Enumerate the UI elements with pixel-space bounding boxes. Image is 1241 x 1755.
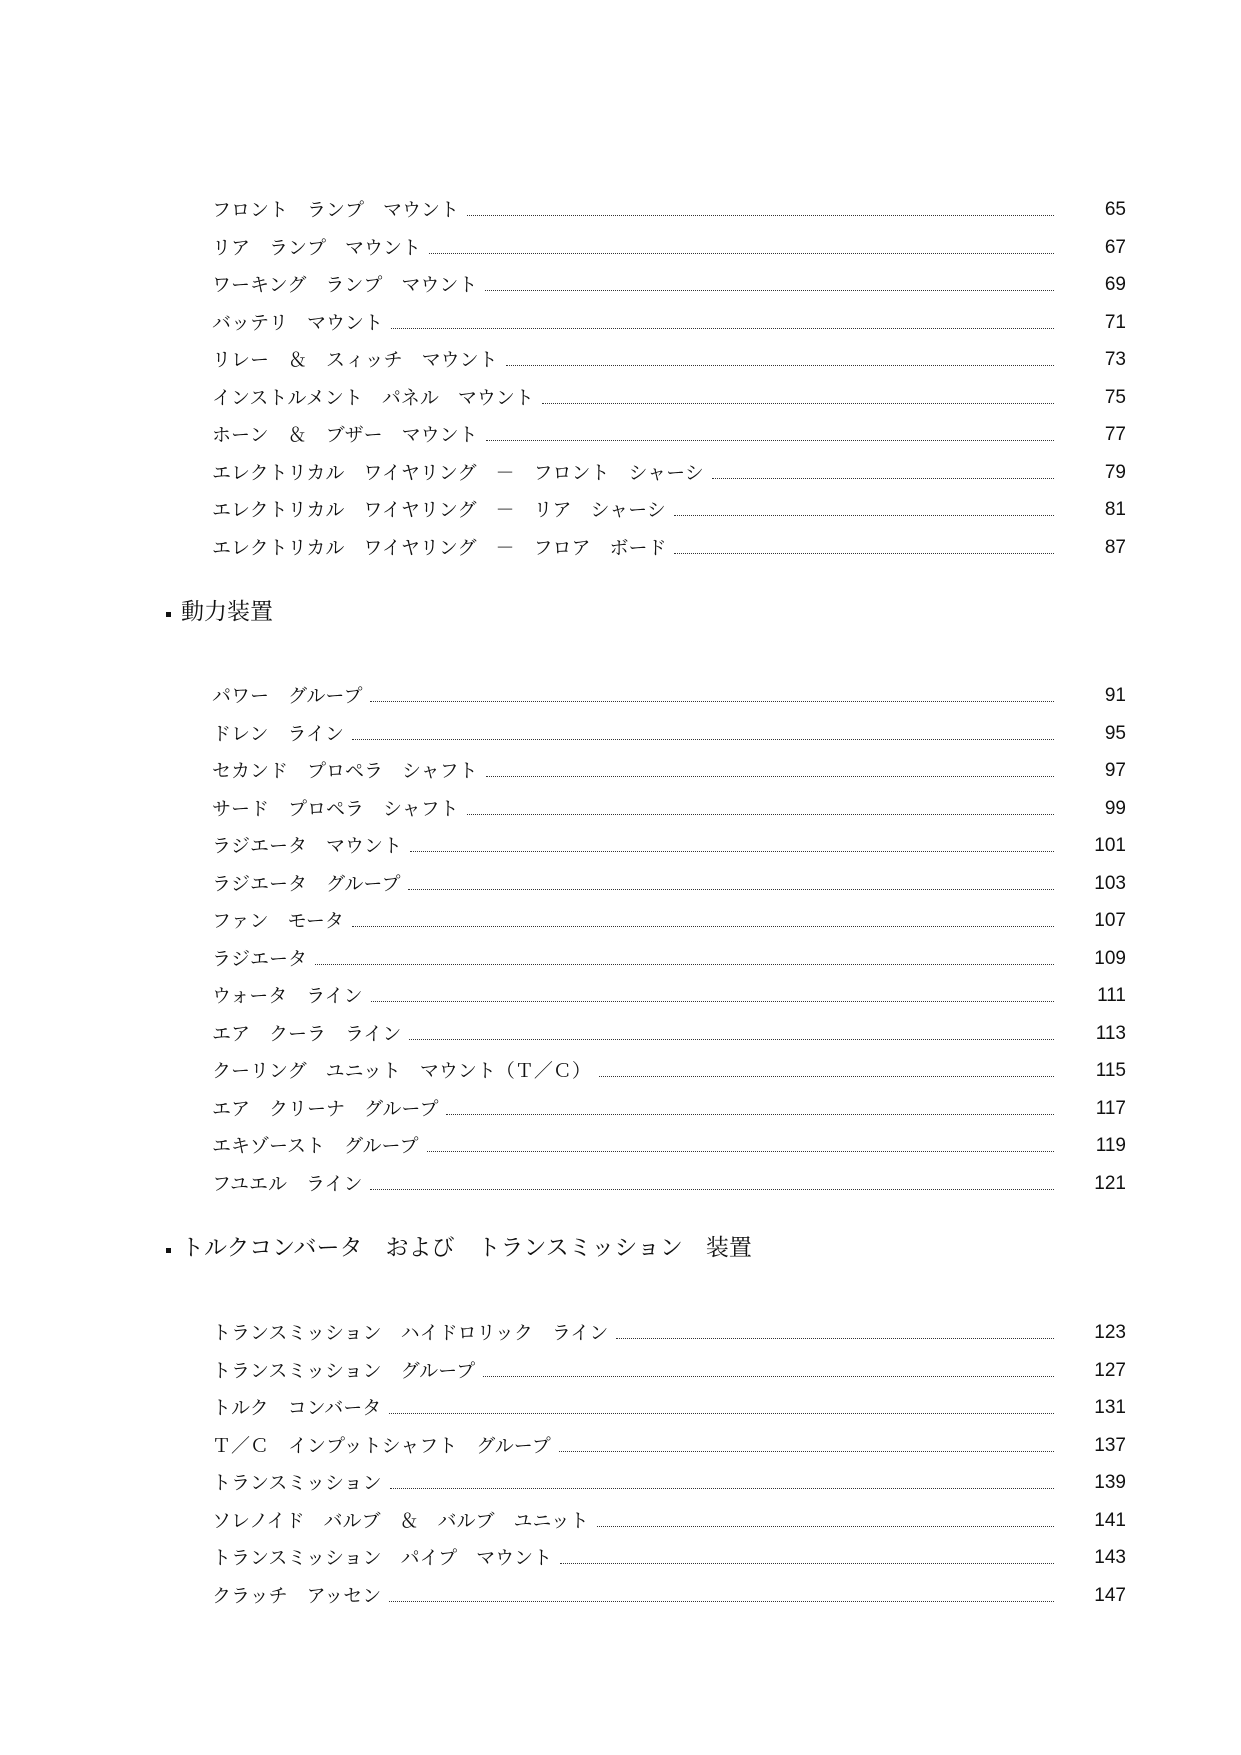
toc-entry-page: 119 [1095,1135,1126,1156]
toc-entry-title: ワーキング ランプ マウント [212,274,478,296]
section-heading-power-unit [166,597,273,627]
toc-entry-title: ラジエータ [212,948,308,970]
toc-entry[interactable] [212,828,1126,858]
leader-dots [390,1487,1054,1489]
toc-entry[interactable] [212,1503,1126,1533]
toc-entry-title: Ｔ／Ｃ インプットシャフト グループ [212,1435,551,1457]
leader-dots [370,1188,1054,1190]
toc-entry-page: 75 [1104,387,1126,408]
leader-dots [485,289,1054,291]
section-heading-transmission [166,1233,752,1263]
toc-entry[interactable] [212,753,1126,783]
toc-entry-page: 107 [1094,910,1126,931]
toc-entry-page: 103 [1094,873,1126,894]
leader-dots [599,1075,1054,1077]
toc-entry-title: エレクトリカル ワイヤリング － フロア ボード [212,537,667,559]
toc-entry-title: ラジエータ マウント [212,835,403,857]
toc-entry[interactable] [212,678,1126,708]
toc-entry[interactable] [212,192,1126,222]
toc-entry[interactable] [212,1540,1126,1570]
bullet-icon [166,612,171,617]
toc-entry-title: ドレン ライン [212,723,344,745]
toc-entry[interactable] [212,380,1126,410]
toc-entry[interactable] [212,866,1126,896]
toc-entry[interactable] [212,1091,1126,1121]
toc-entry-title: ラジエータ グループ [212,873,401,895]
toc-entry-title: エキゾースト グループ [212,1135,419,1157]
leader-dots [408,888,1054,890]
toc-entry-page: 99 [1104,798,1126,819]
leader-dots [370,700,1054,702]
toc-entry-page: 95 [1104,723,1126,744]
toc-entry-page: 121 [1094,1173,1126,1194]
toc-entry-title: ファン モータ [212,910,344,932]
leader-dots [486,775,1054,777]
toc-entry-title: インストルメント パネル マウント [212,387,534,409]
toc-entry[interactable] [212,1016,1126,1046]
toc-entry[interactable] [212,978,1126,1008]
toc-entry-page: 91 [1104,685,1126,706]
toc-entry[interactable] [212,1166,1126,1196]
toc-entry[interactable] [212,1578,1126,1608]
toc-entry-page: 77 [1104,424,1126,445]
toc-entry[interactable] [212,1390,1126,1420]
toc-entry-title: セカンド プロペラ シャフト [212,760,478,782]
leader-dots [446,1113,1054,1115]
leader-dots [315,963,1054,965]
leader-dots [467,214,1054,216]
toc-entry-title: エレクトリカル ワイヤリング － リア シャーシ [212,499,666,521]
toc-entry[interactable] [212,791,1126,821]
toc-entry-title: リレー ＆ スィッチ マウント [212,349,498,371]
toc-entry-title: エア クーラ ライン [212,1023,402,1045]
leader-dots [616,1337,1054,1339]
toc-entry-page: 79 [1104,462,1126,483]
toc-entry-title: エア クリーナ グループ [212,1098,439,1120]
toc-entry-page: 73 [1104,349,1126,370]
toc-entry[interactable] [212,716,1126,746]
leader-dots [674,514,1054,516]
toc-entry-title: ソレノイド バルブ ＆ バルブ ユニット [212,1510,589,1532]
toc-entry[interactable] [212,1053,1126,1083]
section-heading-text: 動力装置 [181,599,273,625]
toc-entry-page: 87 [1104,537,1126,558]
section-heading-text: トルクコンバータ および トランスミッション 装置 [181,1235,752,1261]
toc-entry-page: 97 [1104,760,1126,781]
toc-entry[interactable] [212,530,1126,560]
toc-entry[interactable] [212,455,1126,485]
leader-dots [674,552,1054,554]
toc-entry-title: クラッチ アッセン [212,1585,382,1607]
toc-entry-page: 141 [1094,1510,1126,1531]
toc-entry-page: 109 [1094,948,1126,969]
toc-entry-page: 117 [1095,1098,1126,1119]
bullet-icon [166,1248,171,1253]
toc-entry[interactable] [212,492,1126,522]
toc-entry-page: 123 [1094,1322,1126,1343]
toc-entry[interactable] [212,1128,1126,1158]
toc-entry[interactable] [212,1353,1126,1383]
leader-dots [597,1525,1054,1527]
toc-entry[interactable] [212,305,1126,335]
leader-dots [389,1412,1054,1414]
toc-entry-title: トランスミッション ハイドロリック ライン [212,1322,609,1344]
toc-entry-title: クーリング ユニット マウント（Ｔ／Ｃ） [212,1060,591,1082]
leader-dots [467,813,1054,815]
toc-entry-page: 65 [1104,199,1126,220]
toc-entry-page: 113 [1095,1023,1126,1044]
toc-entry-title: ウォータ ライン [212,985,363,1007]
toc-entry[interactable] [212,1465,1126,1495]
leader-dots [410,850,1054,852]
toc-entry-page: 131 [1094,1397,1126,1418]
leader-dots [483,1375,1054,1377]
toc-entry-title: トランスミッション パイプ マウント [212,1547,553,1569]
toc-entry[interactable] [212,903,1126,933]
toc-entry[interactable] [212,417,1126,447]
toc-entry[interactable] [212,230,1126,260]
toc-entry-title: バッテリ マウント [212,312,384,334]
toc-entry-title: トルク コンバータ [212,1397,382,1419]
leader-dots [391,327,1054,329]
toc-entry[interactable] [212,1315,1126,1345]
leader-dots [559,1450,1054,1452]
leader-dots [506,364,1054,366]
leader-dots [427,1150,1054,1152]
toc-entry-title: エレクトリカル ワイヤリング － フロント シャーシ [212,462,704,484]
toc-entry-page: 147 [1094,1585,1126,1606]
toc-entry-title: ホーン ＆ ブザー マウント [212,424,478,446]
toc-entry-page: 139 [1094,1472,1126,1493]
toc-entry-title: サード プロペラ シャフト [212,798,459,820]
leader-dots [560,1562,1054,1564]
toc-entry[interactable] [212,267,1126,297]
toc-entry[interactable] [212,342,1126,372]
leader-dots [352,925,1054,927]
leader-dots [429,252,1054,254]
leader-dots [352,738,1054,740]
toc-entry-title: パワー グループ [212,685,363,707]
leader-dots [371,1000,1054,1002]
toc-entry-page: 137 [1094,1435,1126,1456]
toc-entry-page: 69 [1104,274,1126,295]
leader-dots [486,439,1054,441]
toc-entry-title: トランスミッション [212,1472,382,1494]
toc-entry-title: トランスミッション グループ [212,1360,476,1382]
leader-dots [409,1038,1054,1040]
toc-entry-page: 127 [1094,1360,1126,1381]
toc-entry-page: 81 [1104,499,1126,520]
toc-entry-page: 115 [1095,1060,1126,1081]
toc-entry-title: フロント ランプ マウント [212,199,460,221]
toc-entry-page: 101 [1094,835,1126,856]
toc-entry-page: 111 [1097,985,1126,1006]
leader-dots [712,477,1054,479]
toc-entry-title: リア ランプ マウント [212,237,422,259]
toc-entry-title: フユエル ライン [212,1173,363,1195]
toc-entry-page: 143 [1094,1547,1126,1568]
leader-dots [542,402,1054,404]
toc-entry[interactable] [212,1428,1126,1458]
leader-dots [389,1600,1054,1602]
toc-entry-page: 67 [1104,237,1126,258]
toc-entry-page: 71 [1104,312,1126,333]
toc-entry[interactable] [212,941,1126,971]
